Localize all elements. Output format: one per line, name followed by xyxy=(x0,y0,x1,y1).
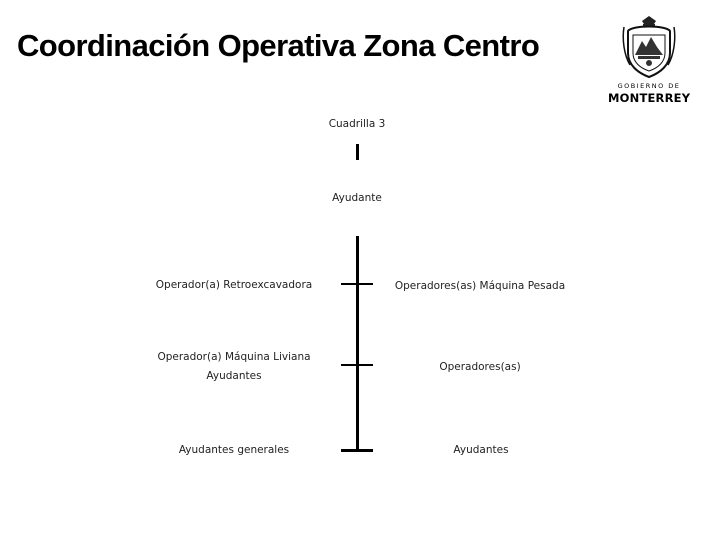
trunk-line xyxy=(356,236,359,452)
node-right-3: Ayudantes xyxy=(453,444,509,456)
logo-subtitle: GOBIERNO DE xyxy=(617,82,681,90)
monterrey-logo xyxy=(608,15,690,107)
node-right-1: Operadores(as) Máquina Pesada xyxy=(394,280,566,292)
logo-name: MONTERREY xyxy=(608,91,691,105)
branch-tick-2 xyxy=(341,364,373,366)
connector-top xyxy=(356,144,359,160)
page-title: Coordinación Operativa Zona Centro xyxy=(17,28,540,63)
node-right-2: Operadores(as) xyxy=(439,361,521,373)
node-left-1: Operador(a) Retroexcavadora xyxy=(155,279,313,291)
branch-tick-3 xyxy=(341,449,373,452)
node-left-2: Operador(a) Máquina Liviana xyxy=(157,351,311,363)
node-cuadrilla: Cuadrilla 3 xyxy=(328,118,386,130)
coat-of-arms-icon xyxy=(622,15,676,79)
node-ayudante: Ayudante xyxy=(332,192,382,204)
node-left-4: Ayudantes generales xyxy=(178,444,290,456)
node-left-3: Ayudantes xyxy=(206,370,262,382)
branch-tick-1 xyxy=(341,283,373,285)
